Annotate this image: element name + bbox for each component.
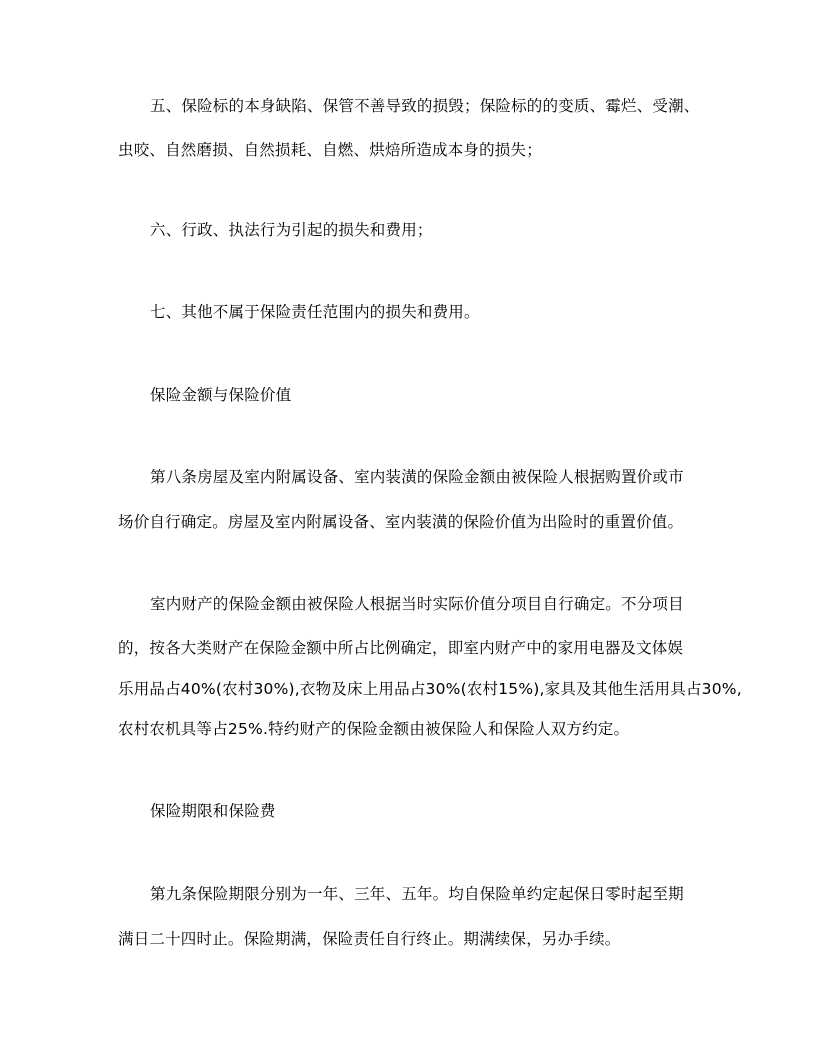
paragraph-exclusion-5-line-1: 五、保险标的本身缺陷、保管不善导致的损毁；保险标的的变质、霉烂、受潮、 xyxy=(150,97,700,115)
paragraph-article-9-line-2: 满日二十四时止。保险期满，保险责任自行终止。期满续保，另办手续。 xyxy=(118,930,621,948)
paragraph-article-8-line-2: 场价自行确定。房屋及室内附属设备、室内装潢的保险价值为出险时的重置价值。 xyxy=(118,513,684,531)
paragraph-indoor-property-line-2: 的，按各大类财产在保险金额中所占比例确定，即室内财产中的家用电器及文体娱 xyxy=(118,639,684,657)
paragraph-indoor-property-line-4: 农村农机具等占25%.特约财产的保险金额由被保险人和保险人双方约定。 xyxy=(118,720,630,738)
paragraph-exclusion-6: 六、行政、执法行为引起的损失和费用； xyxy=(150,221,433,239)
paragraph-article-9-line-1: 第九条保险期限分别为一年、三年、五年。均自保险单约定起保日零时起至期 xyxy=(150,885,684,903)
paragraph-indoor-property-line-3: 乐用品占40%(农村30%),衣物及床上用品占30%(农村15%),家具及其他生活用具占30%, xyxy=(118,680,742,698)
paragraph-indoor-property-line-1: 室内财产的保险金额由被保险人根据当时实际价值分项目自行确定。不分项目 xyxy=(150,595,684,613)
paragraph-article-8-line-1: 第八条房屋及室内附属设备、室内装潢的保险金额由被保险人根据购置价或市 xyxy=(150,468,684,486)
section-heading-insurance-period: 保险期限和保险费 xyxy=(150,802,276,820)
paragraph-exclusion-7: 七、其他不属于保险责任范围内的损失和费用。 xyxy=(150,303,480,321)
paragraph-exclusion-5-line-2: 虫咬、自然磨损、自然损耗、自燃、烘焙所造成本身的损失； xyxy=(118,141,542,159)
section-heading-insured-amount: 保险金额与保险价值 xyxy=(150,386,292,404)
